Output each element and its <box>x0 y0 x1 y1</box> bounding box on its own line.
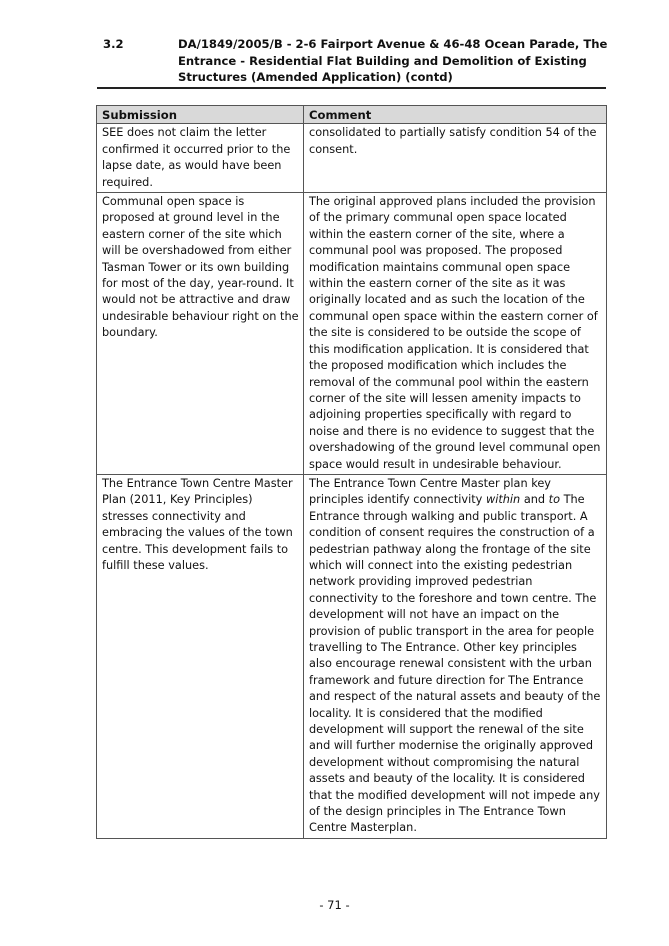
comment-cell <box>304 193 607 475</box>
submission-cell: Communal open space is proposed at ground level in the eastern corner of the site which will be overshadowed from either Tasman Tower or its own building for most of the day, year-round. It would not be attractive and draw undesirable behaviour right on the boundary. <box>97 193 304 475</box>
comment-text: The original approved plans included the provision of the primary communal open space located within the eastern corner of the site, where a communal pool was proposed. The proposed modification maintains communal open space within the eastern corner of the site as it was originally located and as such the location of the communal open space within the eastern corner of the site is considered to be outside the scope of this modification application. It is considered that the proposed modification which includes the removal of the communal pool within the eastern corner of the site will lessen amenity impacts to adjoining properties specifically with regard to noise and there is no evidence to suggest that the overshadowing of the ground level communal open space would result in undesirable behaviour. <box>309 195 601 471</box>
table-row <box>97 193 607 475</box>
submissions-table <box>96 105 607 839</box>
table-header-row <box>97 106 607 124</box>
submission-cell: SEE does not claim the letter confirmed it occurred prior to the lapse date, as would have been required. <box>97 124 304 193</box>
comment-text: The Entrance through walking and public transport. A condition of consent requires the construction of a pedestrian pathway along the frontage of the site which will connect into the existing pedestrian network providing improved pedestrian connectivity to the foreshore and town centre. The development will not have an impact on the provision of public transport in the area for people travelling to The Entrance. Other key principles also encourage renewal consistent with the urban framework and future direction for The Entrance and respect of the natural assets and beauty of the locality. It is considered that the modified development will support the renewal of the site and will further modernise the originally approved development without compromising the natural assets and beauty of the locality. It is considered that the modified development will not impede any of the design principles in The Entrance Town Centre Masterplan. <box>309 493 601 835</box>
header-divider <box>97 87 606 89</box>
comment-emphasis-to: to <box>548 493 561 507</box>
comment-text: consolidated to partially satisfy condition 54 of the consent. <box>309 126 597 156</box>
comment-emphasis-within: within <box>485 493 521 507</box>
item-title: DA/1849/2005/B - 2-6 Fairport Avenue & 46-48 Ocean Parade, The Entrance - Residential Flat Building and Demolition of Existing Structures (Amended Application) (contd) <box>178 37 608 85</box>
column-header-comment: Comment <box>304 106 607 124</box>
comment-text: The Entrance Town Centre Master plan key principles identify connectivity <box>309 476 551 507</box>
table-row <box>97 124 607 193</box>
comment-cell <box>304 474 607 838</box>
page-number: - 71 - <box>319 898 350 912</box>
comment-text: and <box>520 493 549 507</box>
column-header-submission: Submission <box>97 106 304 124</box>
submission-cell: The Entrance Town Centre Master Plan (2011, Key Principles) stresses connectivity and embracing the values of the town centre. This development fails to fulfill these values. <box>97 474 304 838</box>
item-number: 3.2 <box>103 37 124 51</box>
comment-cell <box>304 124 607 193</box>
table-row <box>97 474 607 838</box>
